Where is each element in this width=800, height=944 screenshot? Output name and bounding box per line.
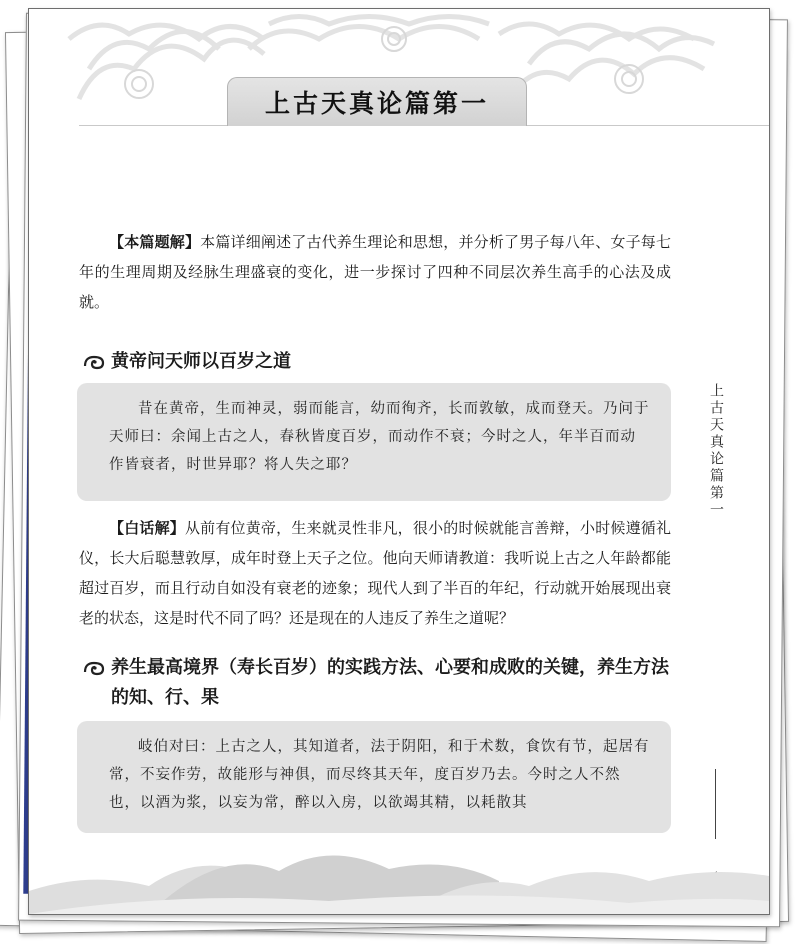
running-side-title: 上古天真论篇第一 <box>708 383 724 519</box>
classical-text-box <box>77 383 671 501</box>
plain-label: 【白话解】 <box>109 519 185 537</box>
section-heading-text: 养生最高境界（寿长百岁）的实践方法、心要和成败的关键，养生方法的知、行、果 <box>111 657 669 708</box>
intro-text: 本篇详细阐述了古代养生理论和思想，并分析了男子每八年、女子每七年的生理周期及经脉生理盛衰的变化，进一步探讨了四种不同层次养生高手的心法及成就。 <box>79 233 671 311</box>
classical-text: 岐伯对曰：上古之人，其知道者，法于阴阳，和于术数，食饮有节，起居有常，不妄作劳，故能形与神俱，而尽终其天年，度百岁乃去。今时之人不然也，以酒为浆，以妄为常，醉以入房，以欲竭其精，以耗散其 <box>109 739 650 811</box>
chapter-title: 上古天真论篇第一 <box>264 89 489 118</box>
plain-paragraph <box>79 513 671 633</box>
chapter-title-banner <box>227 77 527 126</box>
section-heading-2 <box>79 653 671 713</box>
cloud-swirl-icon <box>83 354 105 370</box>
cloud-swirl-icon <box>83 660 105 676</box>
book-page <box>28 8 770 915</box>
ink-mountain-landscape <box>29 831 769 914</box>
plain-text: 从前有位黄帝，生来就灵性非凡，很小的时候就能言善辩，小时候遵循礼仪，长大后聪慧敦厚，成年时登上天子之位。他向天师请教道：我听说上古之人年龄都能超过百岁，而且行动自如没有衰老的迹象；现代人到了半百的年纪，行动就开始展现出衰老的状态，这是时代不同了吗？还是现在的人违反了养生之道呢？ <box>79 519 671 627</box>
chapter-intro <box>79 227 671 317</box>
plain-explanation <box>79 513 671 633</box>
classical-text: 昔在黄帝，生而神灵，弱而能言，幼而徇齐，长而敦敏，成而登天。乃问于天师曰：余闻上古之人，春秋皆度百岁，而动作不衰；今时之人，年半百而动作皆衰者，时世异耶？将人失之耶？ <box>109 401 650 473</box>
section-heading-text: 黄帝问天师以百岁之道 <box>111 351 291 372</box>
intro-label: 【本篇题解】 <box>109 233 201 251</box>
intro-paragraph <box>79 227 671 317</box>
section-heading-1 <box>79 347 671 377</box>
classical-text-box <box>77 721 671 833</box>
side-rule <box>715 769 716 839</box>
